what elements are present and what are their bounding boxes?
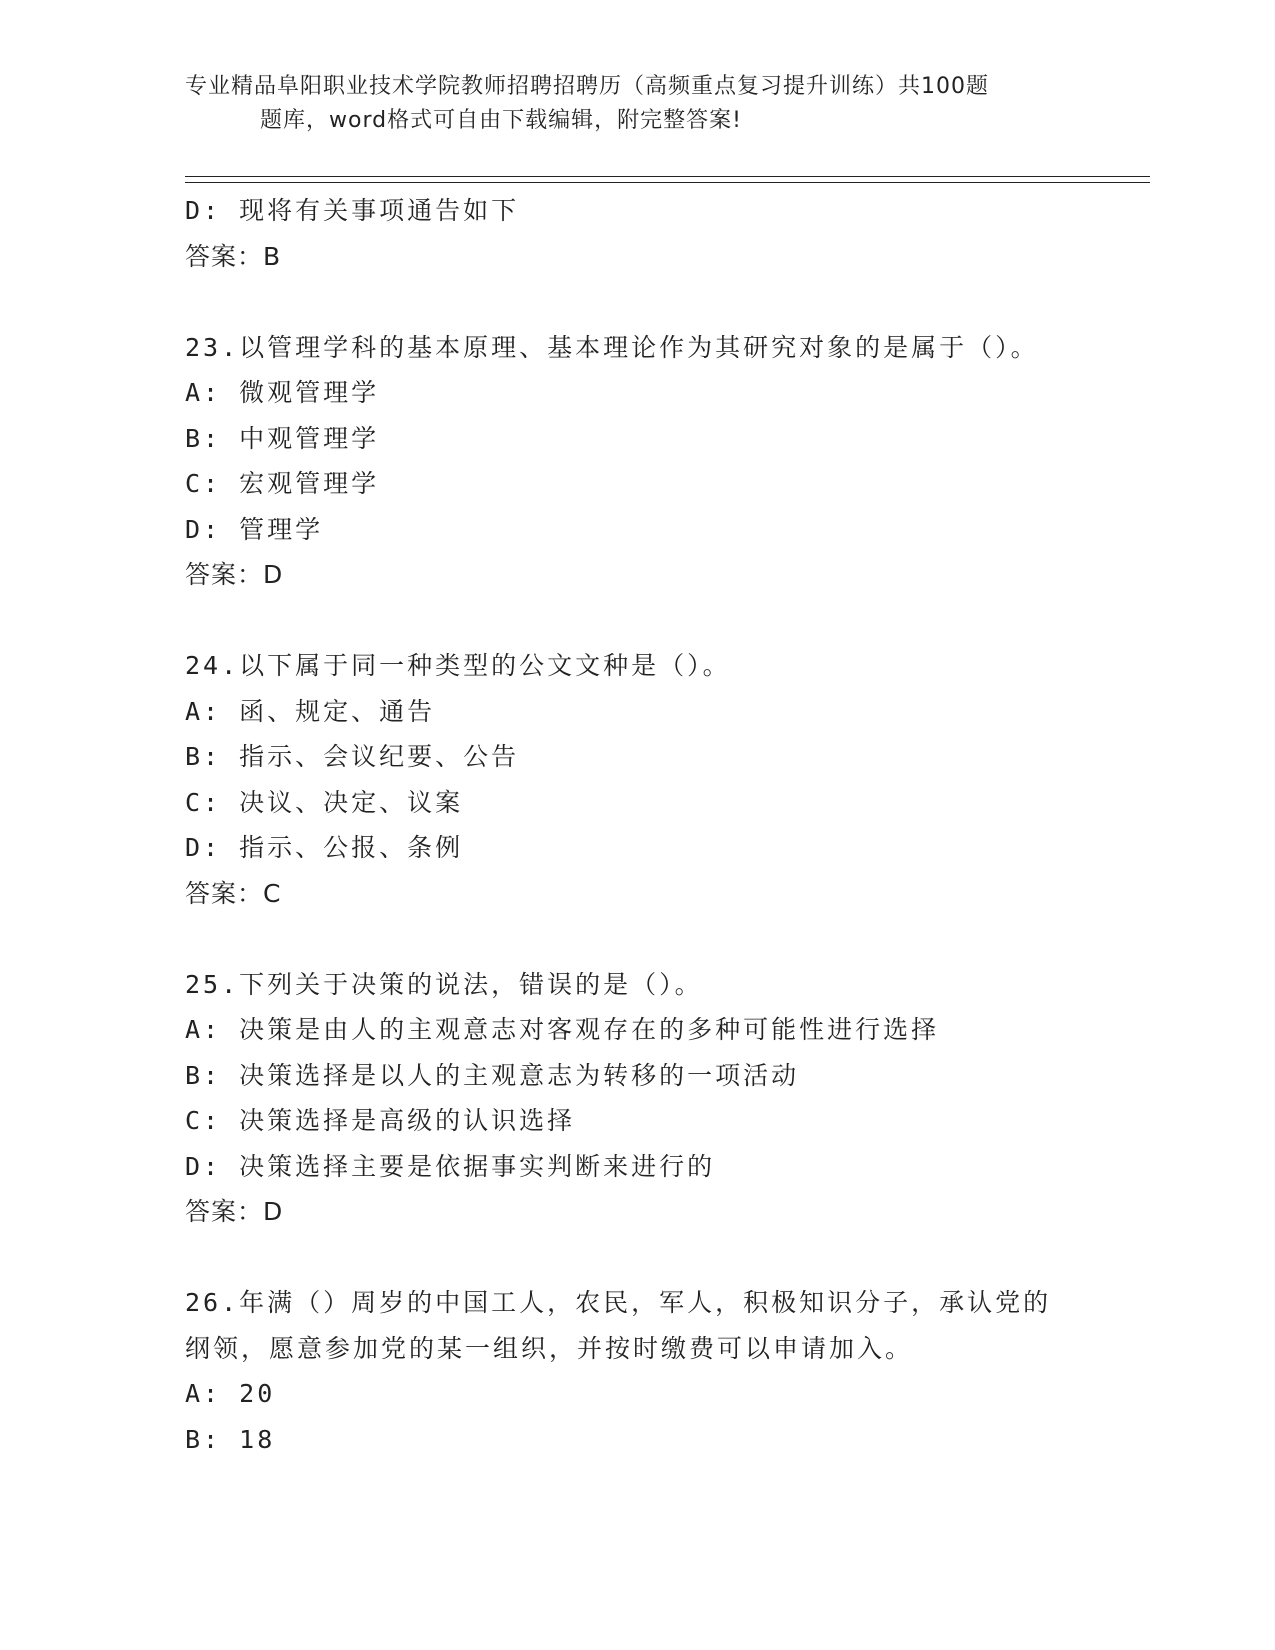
question-stem-line2: 纲领，愿意参加党的某一组织，并按时缴费可以申请加入。 [185, 1333, 914, 1363]
question-25 [185, 962, 1125, 1235]
question-stem: 25.下列关于决策的说法，错误的是（）。 [185, 969, 703, 999]
option-c: C: 宏观管理学 [185, 469, 380, 498]
answer: 答案：D [185, 560, 284, 589]
option-b: B: 中观管理学 [185, 423, 380, 453]
question-stem: 24.以下属于同一种类型的公文文种是（）。 [185, 651, 731, 680]
question-stem: 23.以管理学科的基本原理、基本理论作为其研究对象的是属于（）。 [185, 332, 1039, 362]
option-d: D: 指示、公报、条例 [185, 833, 464, 862]
option-d: D: 决策选择主要是依据事实判断来进行的 [185, 1151, 716, 1181]
answer: 答案：D [185, 1197, 284, 1226]
option-b: B: 指示、会议纪要、公告 [185, 742, 520, 771]
question-26 [185, 1280, 1125, 1462]
question-list [185, 188, 1125, 1462]
header-title-line2: 题库，word格式可自由下载编辑，附完整答案! [260, 108, 742, 133]
option-a: A: 函、规定、通告 [185, 696, 436, 726]
option-a: A: 微观管理学 [185, 378, 380, 407]
option-b: B: 18 [185, 1424, 276, 1454]
answer: 答案：B [185, 241, 282, 271]
option-c: C: 决策选择是高级的认识选择 [185, 1106, 576, 1135]
document-header [185, 70, 1065, 138]
question-23 [185, 325, 1125, 598]
option-a: A: 20 [185, 1379, 276, 1408]
question-stem-line1: 26.年满（）周岁的中国工人，农民，军人，积极知识分子，承认党的 [185, 1288, 1052, 1317]
answer: 答案：C [185, 878, 282, 908]
option-a: A: 决策是由人的主观意志对客观存在的多种可能性进行选择 [185, 1015, 940, 1044]
option-d: D: 现将有关事项通告如下 [185, 196, 520, 225]
option-d: D: 管理学 [185, 514, 324, 544]
header-divider-bottom [185, 182, 1150, 183]
option-b: B: 决策选择是以人的主观意志为转移的一项活动 [185, 1060, 800, 1090]
header-divider-top [185, 176, 1150, 177]
header-title-line1: 专业精品阜阳职业技术学院教师招聘招聘历（高频重点复习提升训练）共100题 [185, 74, 989, 99]
question-24 [185, 643, 1125, 916]
option-c: C: 决议、决定、议案 [185, 787, 464, 817]
